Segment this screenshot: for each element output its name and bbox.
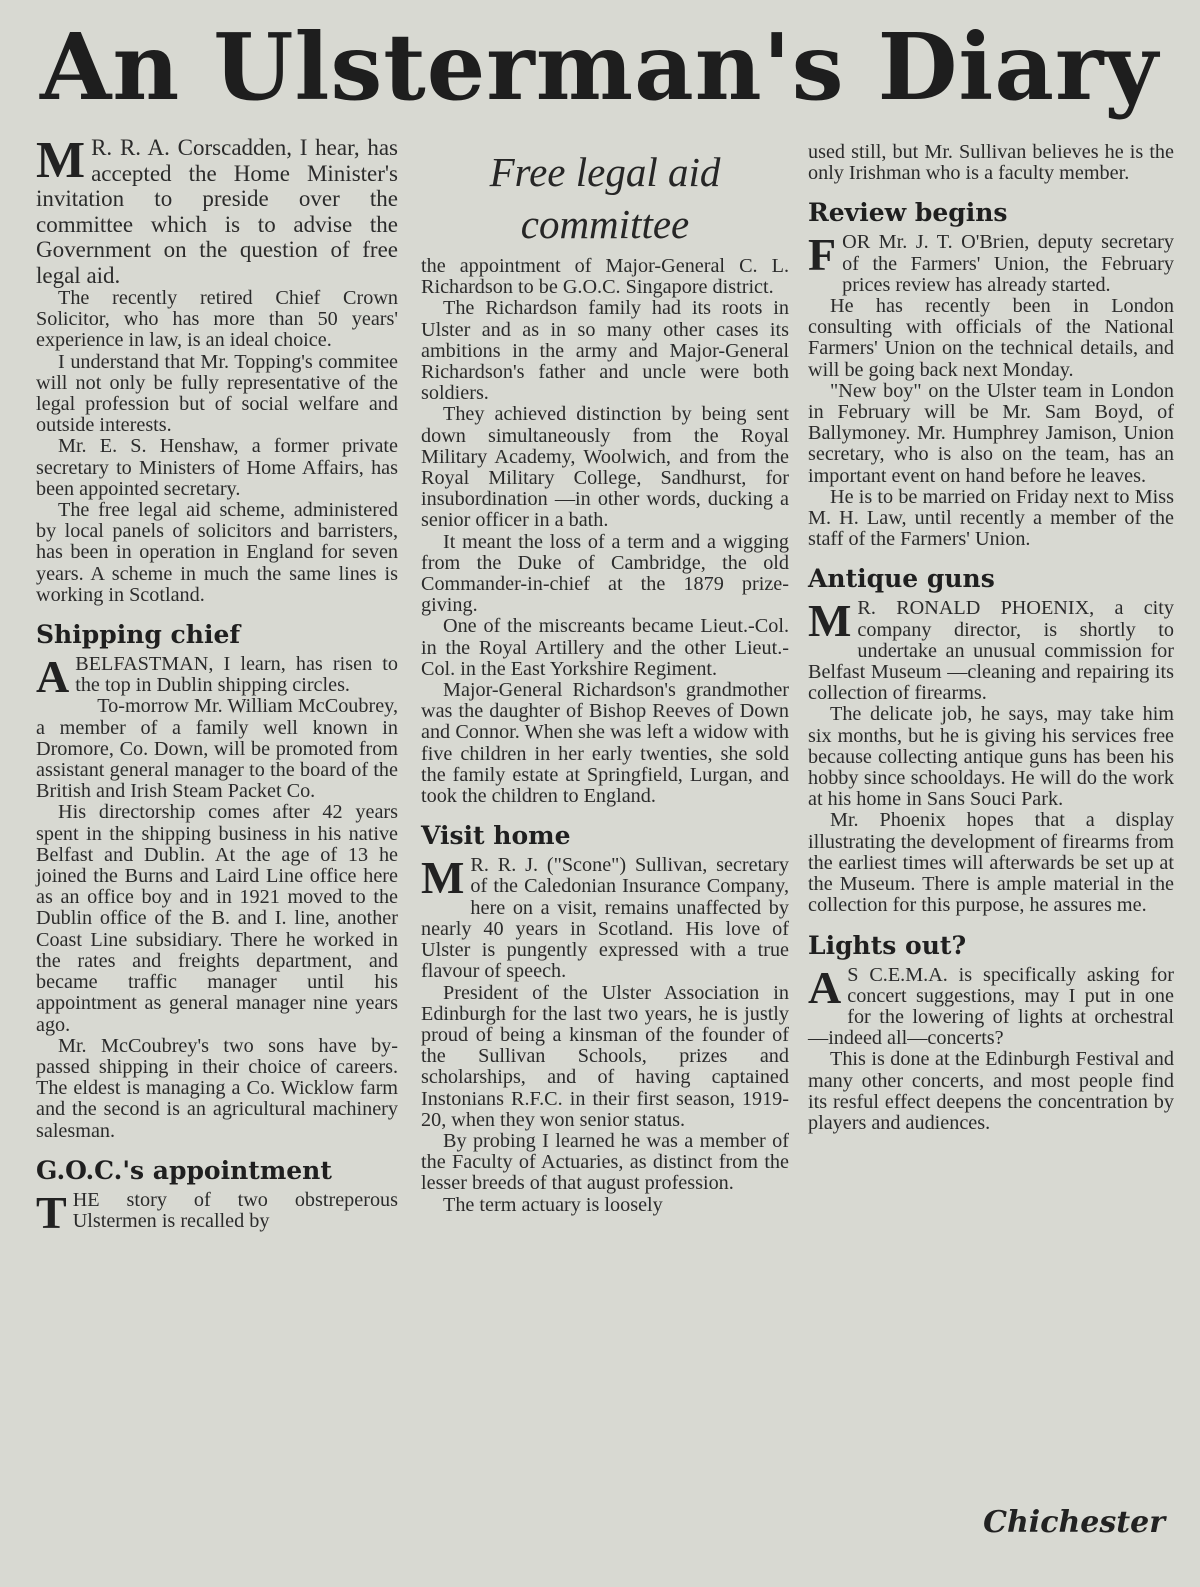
paragraph: the appointment of Major-General C. L. Richardson to be G.O.C. Singapore district. xyxy=(421,255,789,299)
section-lead-paragraph xyxy=(808,229,1174,296)
paragraph: The Richardson family had its roots in Ulster and as in so many other cases its ambitions in the army and Major-General Richardson's father and uncle were both soldiers. xyxy=(421,297,789,405)
drop-cap: F xyxy=(808,229,837,281)
feature-headline: Free legal aid committee xyxy=(489,149,721,247)
section-lead-text: R. RONALD PHOENIX, a city company director, is shortly to undertake an unusual commission for Belfast Museum —cleaning and repairing its collection of firearms. xyxy=(808,597,1174,705)
paragraph: Mr. E. S. Henshaw, a former private secretary to Ministers of Home Affairs, has been appointed secretary. xyxy=(36,435,398,500)
drop-cap: M xyxy=(421,852,465,904)
section-heading-visit: Visit home xyxy=(421,821,571,851)
paragraph: He has recently been in London consulting with officials of the National Farmers' Union on the technical details, and will be going back next Monday. xyxy=(808,295,1174,381)
column-2 xyxy=(421,142,789,1216)
byline-signoff: Chichester xyxy=(983,1505,1165,1540)
paragraph: His directorship comes after 42 years spent in the shipping business in his native Belfast and Dublin. At the age of 13 he joined the Burns and Laird Line office here as an office boy and in 1921 moved to the Dublin office of the B. and I. line, another Coast Line subsidiary. There he worked in the rates and freights department, and became traffic manager until his appointment as general manager nine years ago. xyxy=(36,801,398,1036)
drop-cap: A xyxy=(808,961,842,1013)
section-lead-paragraph xyxy=(808,595,1174,705)
drop-cap: A xyxy=(36,651,70,703)
paragraph: It meant the loss of a term and a wigging from the Duke of Cambridge, the old Commander-in-chief at the 1879 prize-giving. xyxy=(421,530,789,617)
paragraph: The recently retired Chief Crown Solicitor, who has more than 50 years' experience in law, is an ideal choice. xyxy=(36,287,398,352)
drop-cap: M xyxy=(36,132,86,189)
paragraph: Mr. McCoubrey's two sons have by-passed shipping in their choice of careers. The eldest is managing a Co. Wicklow farm and the second is an agricultural machinery salesman. xyxy=(36,1034,398,1142)
drop-cap: M xyxy=(808,595,852,647)
lead-paragraph xyxy=(36,132,398,288)
section-heading-antique: Antique guns xyxy=(808,564,995,594)
lead-text: R. R. A. Corscadden, I hear, has accepted the Home Minister's invitation to preside over the committee which is to advise the Government on the question of free legal aid. xyxy=(36,135,398,288)
paragraph: Mr. Phoenix hopes that a display illustrating the development of firearms from the earliest times will afterwards be set up at the Museum. There is ample material in the collection for this purpose, he assures me. xyxy=(808,809,1174,917)
drop-cap: T xyxy=(36,1186,67,1238)
paragraph: The delicate job, he says, may take him six months, but he is giving his services free because collecting antique guns has been his hobby since schooldays. He will do the work at his home in Sans Souci Park. xyxy=(808,703,1174,811)
section-lead-text: OR Mr. J. T. O'Brien, deputy secretary of the Farmers' Union, the February prices review has already started. xyxy=(842,231,1174,296)
paragraph: Major-General Richardson's grandmother was the daughter of Bishop Reeves of Down and Connor. When she was left a widow with five children in her early twenties, she sold the family estate at Springfield, Lurgan, and took the children to England. xyxy=(421,679,789,808)
column-3 xyxy=(808,142,1174,1134)
section-lead-text: S C.E.M.A. is specifically asking for concert suggestions, may I put in one for the lowering of lights at orchestral —indeed all—concerts? xyxy=(808,963,1174,1050)
paragraph: They achieved distinction by being sent down simultaneously from the Royal Military Academy, Woolwich, and from the Royal Military College, Sandhurst, for insubordination —in other words, ducking a senior officer in a bath. xyxy=(421,403,789,532)
paragraph: I understand that Mr. Topping's commitee will not only be fully representative of the legal profession but of social welfare and outside interests. xyxy=(36,350,398,437)
section-lead-paragraph xyxy=(808,961,1174,1050)
section-heading-shipping: Shipping chief xyxy=(36,620,241,650)
paragraph: This is done at the Edinburgh Festival and many other concerts, and most people find its resful effect deepens the concentration by players and audiences. xyxy=(808,1048,1174,1134)
section-lead-paragraph xyxy=(421,852,789,983)
paragraph: President of the Ulster Association in Edinburgh for the last two years, he is justly proud of being a kinsman of the founder of the Sullivan Schools, prizes and scholarships, and of having captained Instonians R.F.C. in their first season, 1919-20, when they won senior status. xyxy=(421,981,789,1131)
paragraph: One of the miscreants became Lieut.-Col. in the Royal Artillery and the other Lieut.-Col. in the East Yorkshire Regiment. xyxy=(421,615,789,680)
section-heading-lights: Lights out? xyxy=(808,930,967,960)
paragraph: To-morrow Mr. William McCoubrey, a member of a family well known in Dromore, Co. Down, will be promoted from assistant general manager to the board of the British and Irish Steam Packet Co. xyxy=(36,695,398,803)
paragraph: He is to be married on Friday next to Miss M. H. Law, until recently a member of the staff of the Farmers' Union. xyxy=(808,485,1174,551)
masthead-title: An Ulsterman's Diary xyxy=(40,13,1159,121)
section-lead-text: R. R. J. ("Scone") Sullivan, secretary of the Caledonian Insurance Company, here on a visit, remains unaffected by nearly 40 years in Scotland. His love of Ulster is pungently expressed with a true flavour of speech. xyxy=(421,854,789,983)
paragraph: By probing I learned he was a member of the Faculty of Actuaries, as distinct from the lesser breeds of that august profession. xyxy=(421,1129,789,1195)
section-heading-review: Review begins xyxy=(808,198,1008,228)
section-lead-text: BELFASTMAN, I learn, has risen to the top in Dublin shipping circles. xyxy=(75,653,398,697)
paragraph: The free legal aid scheme, administered by local panels of solicitors and barristers, has been in operation in England for seven years. A scheme in much the same lines is working in Scotland. xyxy=(36,499,398,606)
section-lead-text: HE story of two obstreperous Ulstermen is recalled by xyxy=(72,1188,398,1232)
paragraph: used still, but Mr. Sullivan believes he is the only Irishman who is a faculty member. xyxy=(808,141,1174,185)
section-lead-paragraph xyxy=(36,1186,398,1238)
paragraph: The term actuary is loosely xyxy=(443,1193,663,1216)
paragraph: "New boy" on the Ulster team in London in February will be Mr. Sam Boyd, of Ballymoney. Mr. Humphrey Jamison, Union secretary, who is also on the team, has an important event on hand before he leaves. xyxy=(808,379,1174,487)
section-lead-paragraph xyxy=(36,651,398,703)
column-1 xyxy=(36,132,398,1238)
section-heading-goc: G.O.C.'s appointment xyxy=(36,1155,332,1185)
